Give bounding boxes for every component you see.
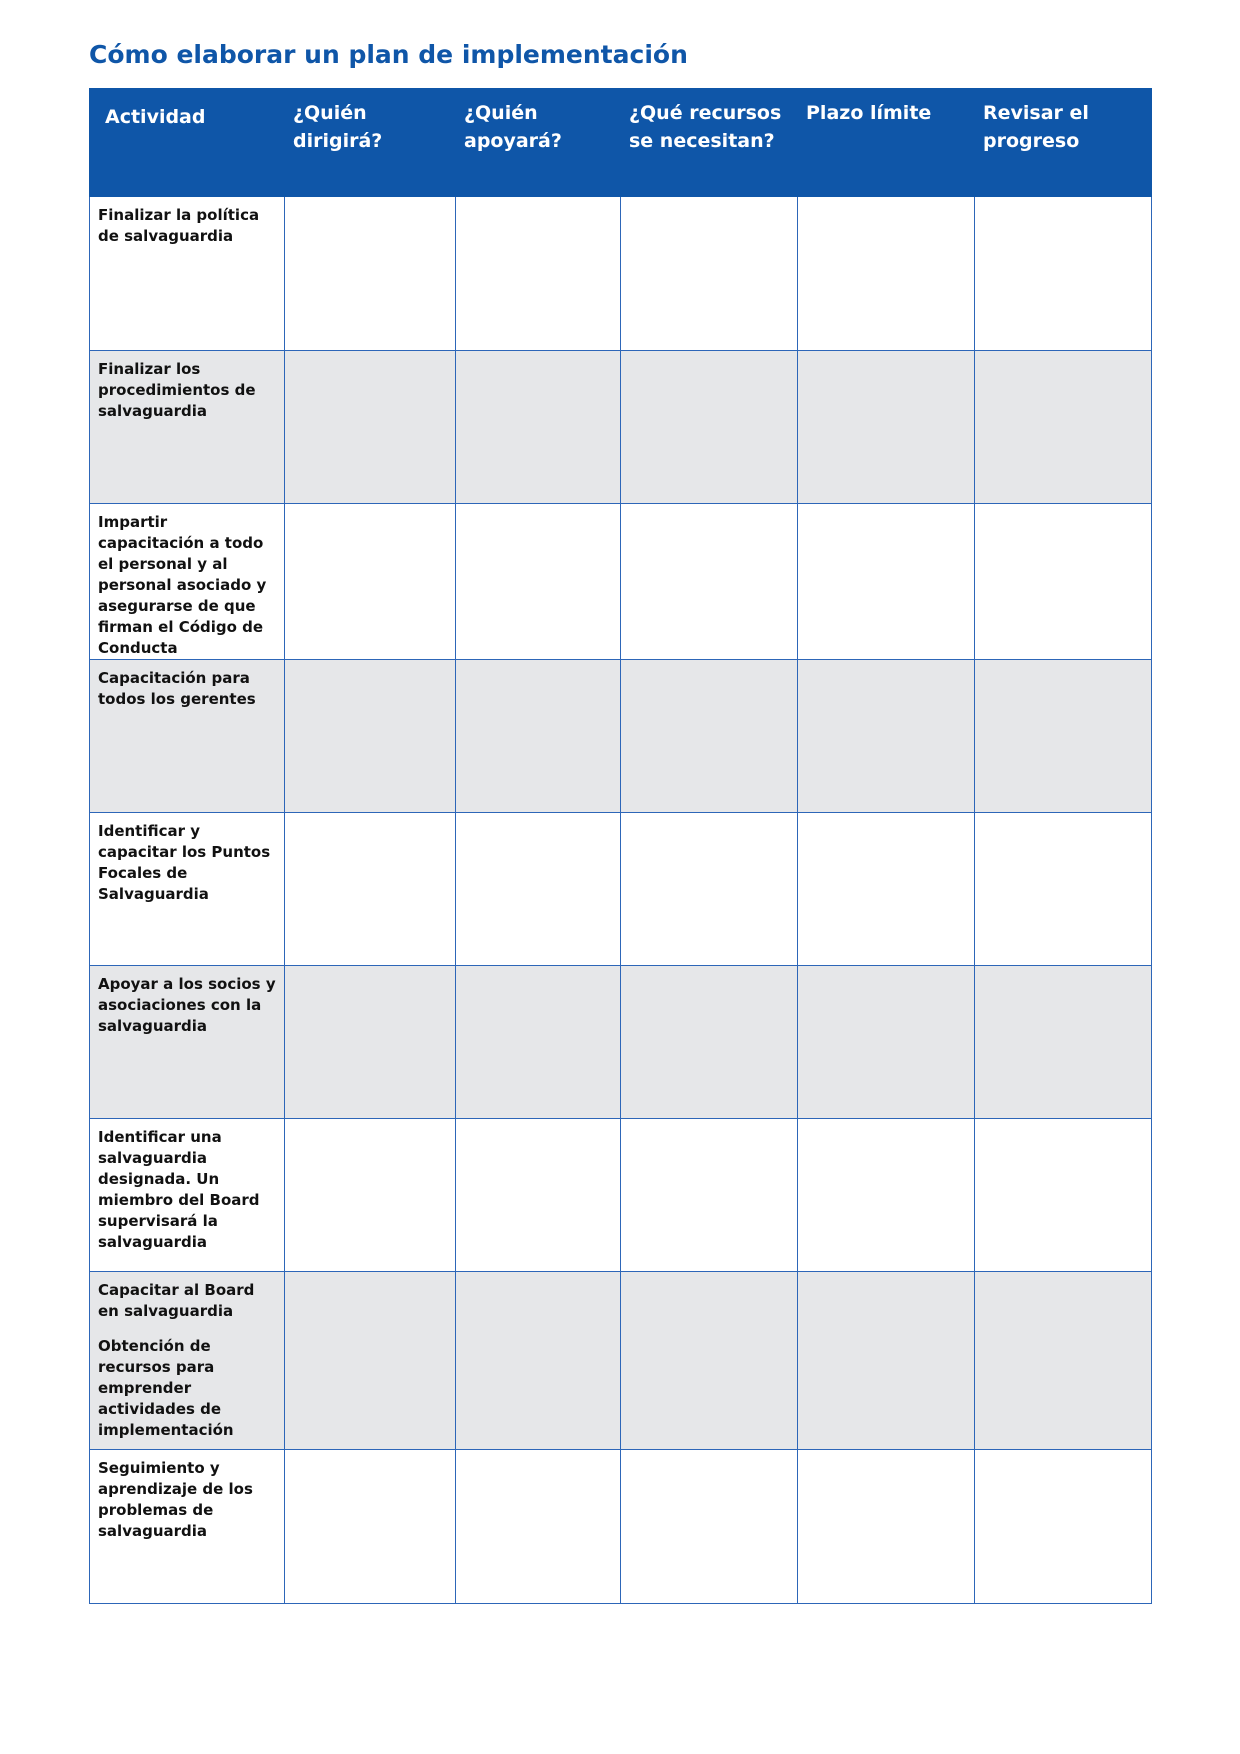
activity-cell: Seguimiento y aprendizaje de los problemas de salvaguardia — [90, 1450, 285, 1604]
header-row — [90, 89, 1152, 197]
quien-apoyara-cell[interactable] — [456, 1119, 621, 1272]
quien-apoyara-cell[interactable] — [456, 197, 621, 351]
activity-cell — [90, 1272, 285, 1450]
plazo-cell[interactable] — [798, 966, 975, 1119]
recursos-cell[interactable] — [621, 1119, 798, 1272]
table-row — [90, 1119, 1152, 1272]
activity-text: Capacitar al Board en salvaguardia — [98, 1281, 255, 1320]
quien-dirigira-cell[interactable] — [285, 660, 456, 813]
table-row — [90, 351, 1152, 504]
plazo-cell[interactable] — [798, 1119, 975, 1272]
recursos-cell[interactable] — [621, 813, 798, 966]
activity-cell: Identificar una salvaguardia designada. Un miembro del Board supervisará la salvaguardia — [90, 1119, 285, 1272]
quien-dirigira-cell[interactable] — [285, 351, 456, 504]
activity-cell: Finalizar la política de salvaguardia — [90, 197, 285, 351]
plazo-cell[interactable] — [798, 197, 975, 351]
recursos-cell[interactable] — [621, 197, 798, 351]
quien-apoyara-cell[interactable] — [456, 1450, 621, 1604]
page-title: Cómo elaborar un plan de implementación — [89, 40, 688, 69]
table-row — [90, 197, 1152, 351]
recursos-cell[interactable] — [621, 1450, 798, 1604]
quien-dirigira-cell[interactable] — [285, 504, 456, 660]
column-header-plazo-limite: Plazo límite — [798, 89, 975, 197]
quien-dirigira-cell[interactable] — [285, 1450, 456, 1604]
quien-dirigira-cell[interactable] — [285, 966, 456, 1119]
progreso-cell[interactable] — [975, 351, 1152, 504]
activity-cell: Identificar y capacitar los Puntos Focales de Salvaguardia — [90, 813, 285, 966]
plazo-cell[interactable] — [798, 351, 975, 504]
quien-dirigira-cell[interactable] — [285, 1272, 456, 1450]
plazo-cell[interactable] — [798, 504, 975, 660]
progreso-cell[interactable] — [975, 660, 1152, 813]
table-row — [90, 1450, 1152, 1604]
activity-cell: Finalizar los procedimientos de salvaguardia — [90, 351, 285, 504]
activity-cell: Impartir capacitación a todo el personal y al personal asociado y asegurarse de que firman el Código de Conducta — [90, 504, 285, 660]
recursos-cell[interactable] — [621, 660, 798, 813]
recursos-cell[interactable] — [621, 966, 798, 1119]
table-row — [90, 966, 1152, 1119]
quien-dirigira-cell[interactable] — [285, 1119, 456, 1272]
column-header-actividad: Actividad — [90, 89, 285, 197]
progreso-cell[interactable] — [975, 813, 1152, 966]
column-header-quien-dirigira: ¿Quién dirigirá? — [285, 89, 456, 197]
table-row — [90, 504, 1152, 660]
activity-cell: Apoyar a los socios y asociaciones con la salvaguardia — [90, 966, 285, 1119]
quien-apoyara-cell[interactable] — [456, 966, 621, 1119]
quien-apoyara-cell[interactable] — [456, 660, 621, 813]
plazo-cell[interactable] — [798, 1272, 975, 1450]
table-row — [90, 1272, 1152, 1450]
progreso-cell[interactable] — [975, 1272, 1152, 1450]
progreso-cell[interactable] — [975, 1119, 1152, 1272]
progreso-cell[interactable] — [975, 966, 1152, 1119]
column-header-recursos: ¿Qué recursos se necesitan? — [621, 89, 798, 197]
plazo-cell[interactable] — [798, 1450, 975, 1604]
table-row — [90, 813, 1152, 966]
progreso-cell[interactable] — [975, 1450, 1152, 1604]
recursos-cell[interactable] — [621, 1272, 798, 1450]
quien-apoyara-cell[interactable] — [456, 504, 621, 660]
implementation-plan-table — [89, 88, 1152, 1604]
recursos-cell[interactable] — [621, 504, 798, 660]
plazo-cell[interactable] — [798, 660, 975, 813]
activity-cell: Capacitación para todos los gerentes — [90, 660, 285, 813]
column-header-revisar-progreso: Revisar el progreso — [975, 89, 1152, 197]
progreso-cell[interactable] — [975, 504, 1152, 660]
progreso-cell[interactable] — [975, 197, 1152, 351]
quien-apoyara-cell[interactable] — [456, 351, 621, 504]
quien-dirigira-cell[interactable] — [285, 197, 456, 351]
table-row — [90, 660, 1152, 813]
plazo-cell[interactable] — [798, 813, 975, 966]
quien-dirigira-cell[interactable] — [285, 813, 456, 966]
column-header-quien-apoyara: ¿Quién apoyará? — [456, 89, 621, 197]
quien-apoyara-cell[interactable] — [456, 1272, 621, 1450]
quien-apoyara-cell[interactable] — [456, 813, 621, 966]
activity-text-secondary: Obtención de recursos para emprender actividades de implementación — [98, 1337, 234, 1439]
recursos-cell[interactable] — [621, 351, 798, 504]
